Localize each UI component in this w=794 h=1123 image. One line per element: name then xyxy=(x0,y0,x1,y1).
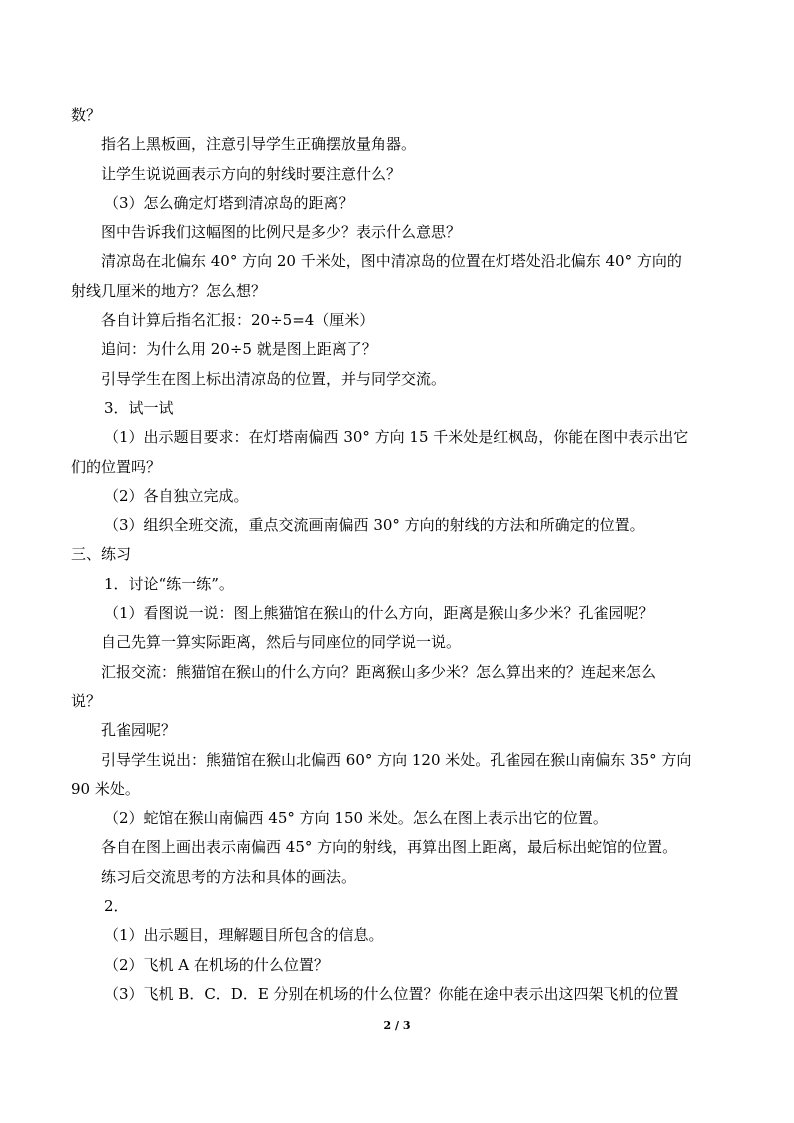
text-line: 自己先算一算实际距离，然后与同座位的同学说一说。 xyxy=(101,633,462,652)
text-line: 说？ xyxy=(71,691,102,710)
text-line: 指名上黑板画，注意引导学生正确摆放量角器。 xyxy=(101,135,417,154)
document-body xyxy=(71,101,723,1009)
section-heading: 1．讨论“练一练”。 xyxy=(104,574,234,593)
text-line: 引导学生说出：熊猫馆在猴山北偏西 60° 方向 120 米处。孔雀园在猴山南偏东 35° 方向 xyxy=(101,750,692,769)
text-line: （1）看图说一说：图上熊猫馆在猴山的什么方向，距离是猴山多少米？孔雀园呢？ xyxy=(104,604,654,623)
text-line: 图中告诉我们这幅图的比例尺是多少？表示什么意思？ xyxy=(101,223,462,242)
text-line: 们的位置吗？ xyxy=(71,457,162,476)
text-line: （2）蛇馆在猴山南偏西 45° 方向 150 米处。怎么在图上表示出它的位置。 xyxy=(104,809,608,828)
section-heading: 三、练习 xyxy=(71,545,132,564)
text-line: 90 米处。 xyxy=(71,779,140,798)
text-line: 各自在图上画出表示南偏西 45° 方向的射线，再算出图上距离，最后标出蛇馆的位置。 xyxy=(101,838,678,857)
section-heading: 3．试一试 xyxy=(104,398,174,417)
text-line: 孔雀园呢？ xyxy=(101,721,177,740)
text-line: 清凉岛在北偏东 40° 方向 20 千米处，图中清凉岛的位置在灯塔处沿北偏东 40° 方向的 xyxy=(101,252,682,271)
text-line: （2）飞机 A 在机场的什么位置？ xyxy=(104,955,329,974)
text-line: （2）各自独立完成。 xyxy=(104,486,249,505)
text-line: （3）飞机 B．C．D．E 分别在机场的什么位置？你能在途中表示出这四架飞机的位置 xyxy=(104,984,679,1003)
section-heading: 2． xyxy=(104,897,129,916)
text-line: （3）怎么确定灯塔到清凉岛的距离？ xyxy=(104,193,354,212)
text-line: 引导学生在图上标出清凉岛的位置，并与同学交流。 xyxy=(101,369,447,388)
text-line: （3）组织全班交流，重点交流画南偏西 30° 方向的射线的方法和所确定的位置。 xyxy=(104,516,645,535)
text-line: （1）出示题目要求：在灯塔南偏西 30° 方向 15 千米处是红枫岛，你能在图中表示出它 xyxy=(104,428,689,447)
text-line: 射线几厘米的地方？怎么想？ xyxy=(71,281,267,300)
text-line: 让学生说说画表示方向的射线时要注意什么？ xyxy=(101,164,402,183)
text-line: 汇报交流：熊猫馆在猴山的什么方向？距离猴山多少米？怎么算出来的？连起来怎么 xyxy=(101,662,657,681)
text-line: 各自计算后指名汇报：20÷5=4（厘米） xyxy=(101,311,375,330)
text-line: 数？ xyxy=(71,106,102,124)
page-number: 2 / 3 xyxy=(383,1019,411,1032)
text-line: 追问：为什么用 20÷5 就是图上距离了？ xyxy=(101,340,377,359)
text-line: 练习后交流思考的方法和具体的画法。 xyxy=(101,867,357,886)
text-line: （1）出示题目，理解题目所包含的信息。 xyxy=(104,926,384,945)
